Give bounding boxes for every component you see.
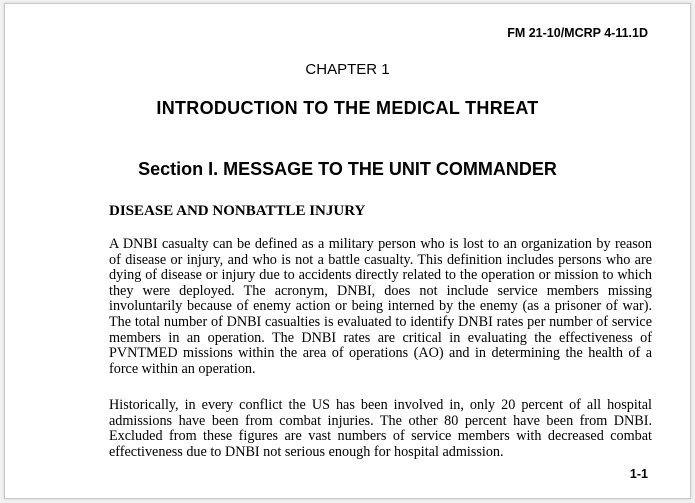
chapter-label: CHAPTER 1 — [305, 61, 390, 78]
page-number: 1-1 — [629, 467, 648, 481]
body-paragraph-1: A DNBI casualty can be defined as a military person who is lost to an organization by reason of disease or injury, and who is not a battle casualty. This definition includes persons who are dying of disease or injury due to accidents directly related to the operation or mission to which they were deployed. The acronym, DNBI, does not include service members missing involuntarily because of enemy action or being interned by the enemy (as a prisoner of war). The total number of DNBI casualties is evaluated to identify DNBI rates per number of service members in an operation. The DNBI rates are critical in evaluating the effectiveness of PVNTMED missions within the area of operations (AO) and in determining the health of a force within an operation. — [109, 236, 652, 377]
section-title: Section I. MESSAGE TO THE UNIT COMMANDER — [138, 159, 557, 179]
section-subheading: DISEASE AND NONBATTLE INJURY — [109, 203, 366, 219]
body-paragraph-2: Historically, in every conflict the US has been involved in, only 20 percent of all hospital admissions have been from combat injuries. The other 80 percent have been from DNBI. Excluded from these figures are vast numbers of service members with decreased combat effectiveness due to DNBI not serious enough for hospital admission. — [109, 397, 652, 460]
chapter-title: INTRODUCTION TO THE MEDICAL THREAT — [156, 98, 539, 118]
document-header-id: FM 21-10/MCRP 4-11.1D — [507, 26, 648, 40]
document-page — [4, 3, 691, 499]
